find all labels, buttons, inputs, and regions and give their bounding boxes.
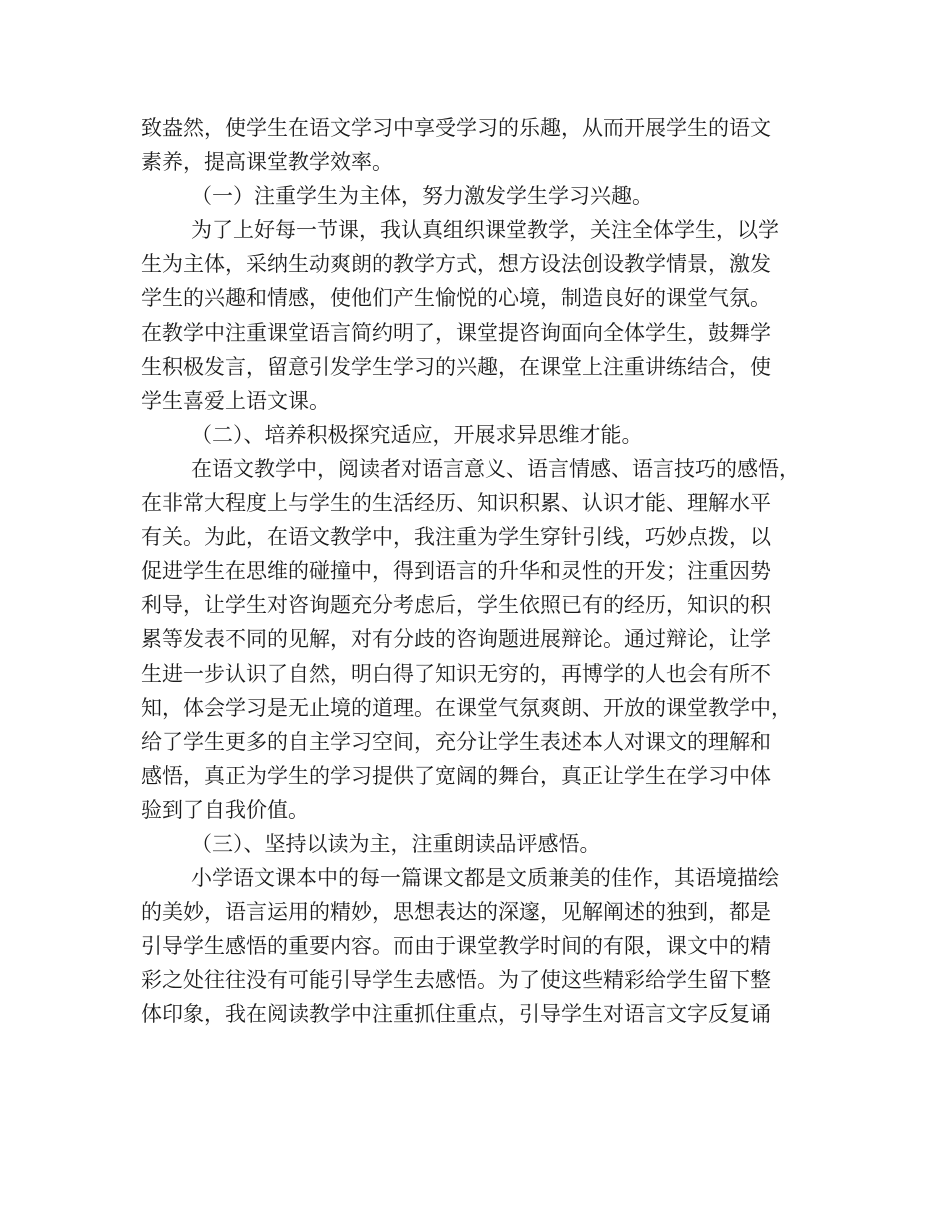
text-line: 引导学生感悟的重要内容。而由于课堂教学时间的有限，课文中的精 xyxy=(141,934,771,959)
text-line: 彩之处往往没有可能引导学生去感悟。为了使这些精彩给学生留下整 xyxy=(141,968,771,993)
text-line: 验到了自我价值。 xyxy=(141,797,309,822)
text-line: 生进一步认识了自然，明白得了知识无穷的，再博学的人也会有所不 xyxy=(141,661,771,686)
text-line: 体印象，我在阅读教学中注重抓住重点，引导学生对语言文字反复诵 xyxy=(141,1002,771,1027)
section-heading: （三）、坚持以读为主，注重朗读品评感悟。 xyxy=(191,831,601,856)
text-line: 学生喜爱上语文课。 xyxy=(141,388,330,413)
text-line: 感悟，真正为学生的学习提供了宽阔的舞台，真正让学生在学习中体 xyxy=(141,763,771,788)
section-heading: （二）、培养积极探究适应，开展求异思维才能。 xyxy=(191,422,643,447)
text-line: 有关。为此，在语文教学中，我注重为学生穿针引线，巧妙点拨，以 xyxy=(141,525,771,550)
text-line: 生积极发言，留意引发学生学习的兴趣，在课堂上注重讲练结合，使 xyxy=(141,354,771,379)
paragraph-start: 小学语文课本中的每一篇课文都是文质兼美的佳作，其语境描绘 xyxy=(191,866,779,891)
text-line: 在教学中注重课堂语言简约明了，课堂提咨询面向全体学生，鼓舞学 xyxy=(141,320,771,345)
text-line: 素养，提高课堂教学效率。 xyxy=(141,150,393,175)
text-line: 致盎然，使学生在语文学习中享受学习的乐趣，从而开展学生的语文 xyxy=(141,116,771,140)
text-line: 生为主体，采纳生动爽朗的教学方式，想方设法创设教学情景，激发 xyxy=(141,252,771,277)
text-line: 给了学生更多的自主学习空间，充分让学生表述本人对课文的理解和 xyxy=(141,729,771,754)
document-body xyxy=(141,111,821,1032)
text-line: 促进学生在思维的碰撞中，得到语言的升华和灵性的开发；注重因势 xyxy=(141,559,771,584)
text-line: 累等发表不同的见解，对有分歧的咨询题进展辩论。通过辩论，让学 xyxy=(141,627,771,652)
text-line: 学生的兴趣和情感，使他们产生愉悦的心境，制造良好的课堂气氛。 xyxy=(141,286,771,311)
paragraph-start: 在语文教学中，阅读者对语言意义、语言情感、语言技巧的感悟， xyxy=(191,456,800,481)
text-line: 的美妙，语言运用的精妙，思想表达的深邃，见解阐述的独到，都是 xyxy=(141,900,771,925)
section-heading: （一）注重学生为主体，努力激发学生学习兴趣。 xyxy=(191,184,653,209)
paragraph-start: 为了上好每一节课，我认真组织课堂教学，关注全体学生，以学 xyxy=(191,218,779,243)
text-line: 利导，让学生对咨询题充分考虑后，学生依照已有的经历，知识的积 xyxy=(141,593,771,618)
text-line: 在非常大程度上与学生的生活经历、知识积累、认识才能、理解水平 xyxy=(141,491,771,516)
text-line: 知，体会学习是无止境的道理。在课堂气氛爽朗、开放的课堂教学中， xyxy=(141,695,792,720)
